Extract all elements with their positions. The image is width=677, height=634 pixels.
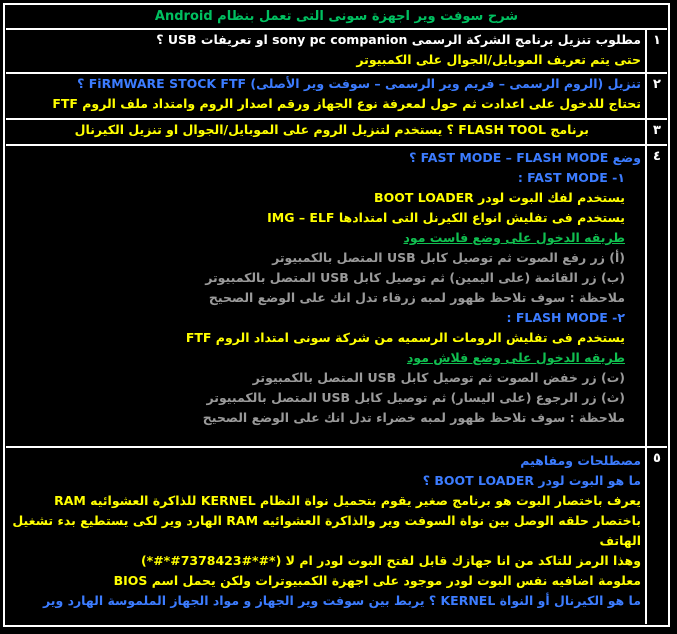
row-4-line-2: ١- FAST MODE : <box>517 170 625 185</box>
table-row-1 <box>6 30 667 74</box>
row-5-line-5: الهاتف <box>599 533 641 548</box>
row-4-line-14: ملاحظة : سوف تلاحظ ظهور لمبه خضراء تدل انك على الوضع الصحيح <box>202 410 625 425</box>
row-content <box>10 74 641 118</box>
row-4-line-6: (أ) زر رفع الصوت ثم توصيل كابل USB المتصل بالكمبيوتر <box>272 250 625 265</box>
row-4-line-5: طريقه الدخول على وضع فاست مود <box>403 230 625 245</box>
row-5-line-1: مصطلحات ومفاهيم <box>520 453 641 468</box>
row-4-line-9: ٢- FLASH MODE : <box>506 310 625 325</box>
table-row-3 <box>6 120 667 146</box>
row-4-line-1: وضع FAST MODE – FLASH MODE ؟ <box>409 150 641 165</box>
table-row-2 <box>6 74 667 120</box>
row-content <box>10 448 641 624</box>
row-content <box>10 146 641 446</box>
table-row-4 <box>6 146 667 448</box>
row-number: ٢ <box>645 74 667 118</box>
row-3-line-1: برنامج FLASH TOOL ؟ يستخدم لتنزيل الروم على الموبايل/الجوال او تنزيل الكيرنال <box>74 122 589 137</box>
row-1-line-2: حتى يتم تعريف الموبايل/الجوال على الكمبيوتر <box>356 52 641 67</box>
row-4-line-13: (ث) زر الرجوع (على اليسار) ثم توصيل كابل USB المتصل بالكمبيوتر <box>206 390 625 405</box>
row-number: ٤ <box>645 146 667 446</box>
row-5-line-2: ما هو البوت لودر BOOT LOADER ؟ <box>422 473 641 488</box>
row-4-line-12: (ت) زر خفض الصوت ثم توصيل كابل USB المتصل بالكمبيوتر <box>252 370 625 385</box>
row-5-line-3: يعرف باختصار البوت هو برنامج صغير يقوم بتحميل نواة النظام KERNEL للذاكرة العشوائيه RAM <box>54 493 641 508</box>
row-1-line-1: مطلوب تنزيل برنامج الشركة الرسمى sony pc companion او تعريفات USB ؟ <box>156 32 641 47</box>
page-title: شرح سوفت وير اجهزة سونى التى تعمل بنظام Android <box>6 6 667 30</box>
row-4-line-3: يستخدم لفك البوت لودر BOOT LOADER <box>374 190 625 205</box>
row-number: ٣ <box>645 120 667 144</box>
row-number: ٥ <box>645 448 667 624</box>
row-2-line-2: تحتاج للدخول على اعدادت ثم حول لمعرفة نوع الجهاز ورقم اصدار الروم وامتداد ملف الروم FTF <box>52 96 641 111</box>
row-number: ١ <box>645 30 667 72</box>
row-5-line-7: معلومة اضافيه نفس البوت لودر موجود على اجهزة الكمبيوترات ولكن يحمل اسم BIOS <box>113 573 641 588</box>
row-4-line-4: يستخدم فى تفليش انواع الكيرنل التى امتدادها IMG – ELF <box>267 210 625 225</box>
row-content <box>10 30 641 72</box>
table-row-5 <box>6 448 667 624</box>
row-4-line-10: يستخدم فى تفليش الرومات الرسميه من شركة سونى امتداد الروم FTF <box>185 330 625 345</box>
row-4-line-11: طريقه الدخول على وضع فلاش مود <box>406 350 625 365</box>
row-2-line-1: تنزيل (الروم الرسمى – فريم وير الرسمى – سوفت وير الأصلى) FiRMWARE STOCK FTF ؟ <box>77 76 641 91</box>
row-4-line-8: ملاحظة : سوف تلاحظ ظهور لمبه زرقاء تدل انك على الوضع الصحيح <box>208 290 625 305</box>
row-4-line-7: (ب) زر القائمة (على اليمين) ثم توصيل كابل USB المتصل بالكمبيوتر <box>205 270 625 285</box>
row-5-line-8: ما هو الكيرنال أو النواة KERNEL ؟ يربط بين سوفت وير الجهاز و مواد الجهاز الملموسة الهارد وير <box>42 593 641 608</box>
row-content <box>10 120 641 144</box>
row-5-line-6: وهذا الرمز للتاكد من انا جهازك قابل لفتح البوت لودر ام لا (*#*#7378423#*#*) <box>140 553 641 568</box>
row-5-line-4: باختصار حلقه الوصل بين نواة السوفت وير والذاكرة العشوائيه RAM الهارد وير لكى يستطيع بدء تشغيل <box>12 513 641 528</box>
